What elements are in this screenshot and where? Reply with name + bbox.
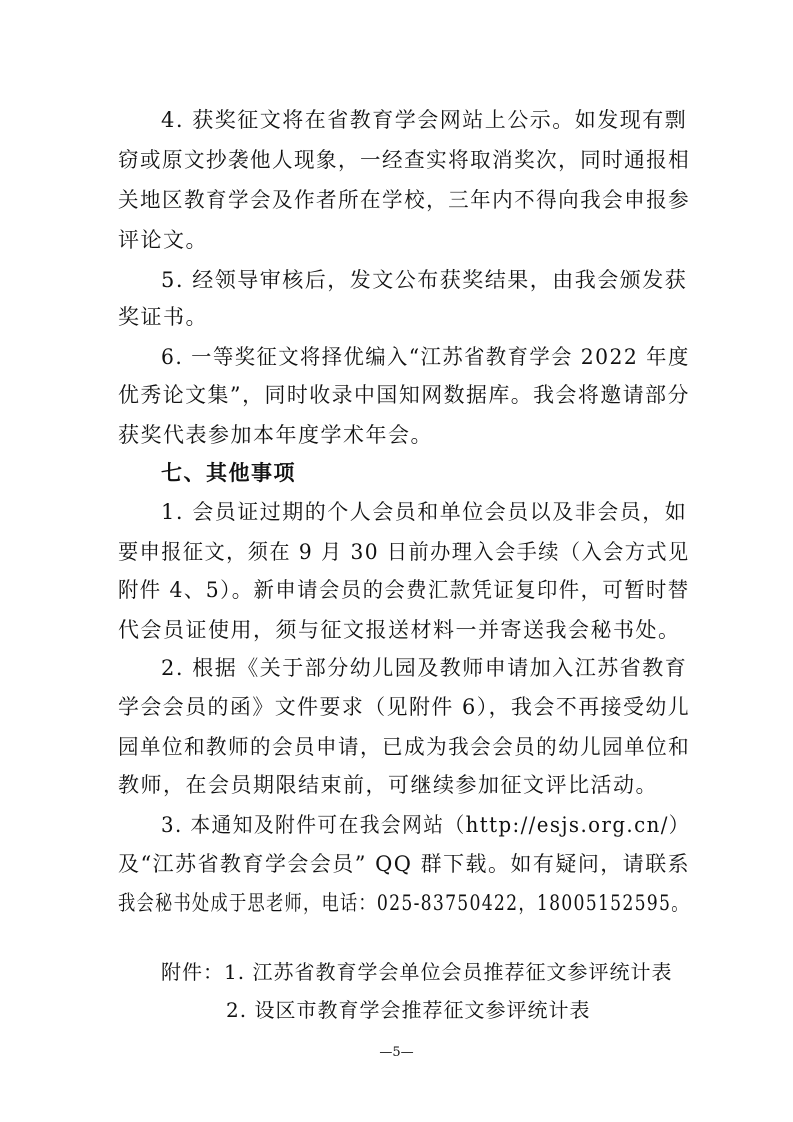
- paragraph-line: 园单位和教师的会员申请，已成为我会会员的幼儿园单位和: [118, 735, 691, 759]
- attachment-line-2: 2. 设区市教育学会推荐征文参评统计表: [226, 998, 591, 1022]
- paragraph-line: 5. 经领导审核后，发文公布获奖结果，由我会颁发获: [161, 268, 688, 292]
- paragraph-line: 及“江苏省教育学会会员” QQ 群下载。如有疑问，请联系: [118, 852, 691, 876]
- paragraph-line: 代会员证使用，须与征文报送材料一并寄送我会秘书处。: [118, 618, 681, 642]
- page-number: —5—: [379, 1045, 414, 1060]
- paragraph-line: 奖证书。: [118, 305, 208, 329]
- paragraph-line: 我会秘书处成于思老师，电话：025-83750422，18005152595。: [118, 891, 690, 915]
- paragraph-line: 要申报征文，须在 9 月 30 日前办理入会手续（入会方式见: [118, 540, 690, 564]
- paragraph-line: 窃或原文抄袭他人现象，一经查实将取消奖次，同时通报相: [118, 148, 691, 172]
- paragraph-line: 4. 获奖征文将在省教育学会网站上公示。如发现有剽: [161, 108, 688, 132]
- paragraph-line: 附件 4、5）。新申请会员的会费汇款凭证复印件，可暂时替: [118, 578, 690, 602]
- attachment-line-1: 附件：1. 江苏省教育学会单位会员推荐征文参评统计表: [161, 960, 673, 984]
- paragraph-line: 2. 根据《关于部分幼儿园及教师申请加入江苏省教育: [161, 656, 688, 680]
- section-heading: 七、其他事项: [161, 460, 296, 485]
- paragraph-line: 3. 本通知及附件可在我会网站（http://esjs.org.cn/）: [161, 813, 690, 837]
- paragraph-line: 1. 会员证过期的个人会员和单位会员以及非会员，如: [161, 500, 688, 524]
- paragraph-line: 教师，在会员期限结束前，可继续参加征文评比活动。: [118, 773, 658, 797]
- paragraph-line: 关地区教育学会及作者所在学校，三年内不得向我会申报参: [118, 188, 691, 212]
- paragraph-line: 6. 一等奖征文将择优编入“江苏省教育学会 2022 年度: [161, 345, 690, 369]
- paragraph-line: 优秀论文集”，同时收录中国知网数据库。我会将邀请部分: [118, 383, 690, 407]
- paragraph-line: 评论文。: [118, 228, 208, 252]
- paragraph-line: 学会会员的函》文件要求（见附件 6），我会不再接受幼儿: [118, 695, 691, 719]
- paragraph-line: 获奖代表参加本年度学术年会。: [118, 423, 433, 447]
